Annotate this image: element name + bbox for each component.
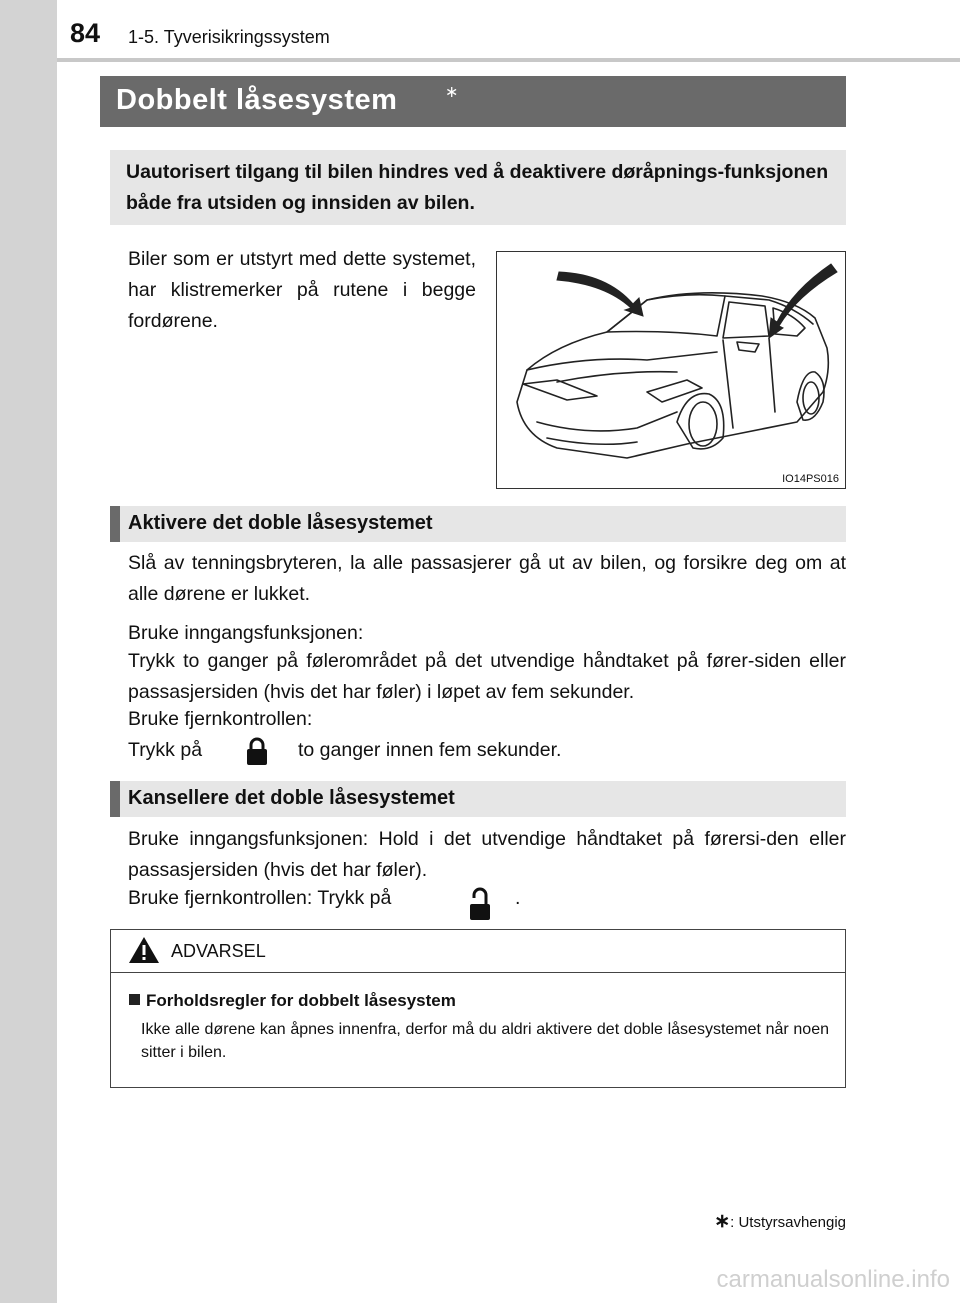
warning-item-title: Forholdsregler for dobbelt låsesystem xyxy=(129,991,456,1011)
activate-heading-bar xyxy=(110,506,846,542)
warning-item-text: Ikke alle dørene kan åpnes innenfra, derfor må du aldri aktivere det doble låsesystemet når noen sitter i bilen. xyxy=(141,1021,829,1061)
warning-label: ADVARSEL xyxy=(171,941,266,961)
warning-triangle-icon xyxy=(128,936,160,969)
lead-text: Biler som er utstyrt med dette systemet, har klistremerker på rutene i begge fordørene. xyxy=(128,248,476,332)
footnote-text: : Utstyrsavhengig xyxy=(730,1214,846,1231)
activate-heading: Aktivere det doble låsesystemet xyxy=(128,512,433,534)
lock-open-icon xyxy=(468,887,492,921)
activate-entry-text: Trykk to ganger på følerområdet på det utvendige håndtaket på fører-siden eller passasjersiden (hvis det har føler) i løpet av fem sekunder. xyxy=(128,650,846,703)
warning-header xyxy=(111,930,845,973)
page-title: Dobbelt låsesystem xyxy=(116,84,398,116)
cancel-remote-suffix: . xyxy=(515,887,521,909)
page-sidebar xyxy=(0,0,57,1303)
footnote-marker: ∗ xyxy=(714,1211,731,1232)
activate-remote-suffix: to ganger innen fem sekunder. xyxy=(298,739,562,761)
car-drawing-icon xyxy=(497,252,845,488)
cancel-remote-prefix: Bruke fjernkontrollen: Trykk på xyxy=(128,887,392,909)
lock-closed-icon xyxy=(245,736,269,766)
car-illustration xyxy=(496,251,846,489)
page-number: 84 xyxy=(70,18,101,48)
activate-entry-label: Bruke inngangsfunksjonen: xyxy=(128,622,364,644)
cancel-heading-bar xyxy=(110,781,846,817)
equipment-marker: ∗ xyxy=(445,84,459,101)
activate-remote-prefix: Trykk på xyxy=(128,739,203,761)
activate-step: Slå av tenningsbryteren, la alle passasjerer gå ut av bilen, og forsikre deg om at alle dørene er lukket. xyxy=(128,552,846,605)
intro-text: Uautorisert tilgang til bilen hindres ved å deaktivere døråpnings-funksjonen både fra utsiden og innsiden av bilen. xyxy=(126,161,829,214)
footnote xyxy=(714,1210,846,1233)
section-label: 1-5. Tyverisikringssystem xyxy=(128,27,330,47)
cancel-entry-text: Bruke inngangsfunksjonen: Hold i det utvendige håndtaket på førersi-den eller passasjersiden (hvis det har føler). xyxy=(128,828,846,881)
warning-box xyxy=(110,929,846,1088)
activate-remote-label: Bruke fjernkontrollen: xyxy=(128,708,313,730)
cancel-heading: Kansellere det doble låsesystemet xyxy=(128,787,455,809)
figure-code: IO14PS016 xyxy=(782,473,839,485)
header-rule xyxy=(57,58,960,62)
title-bar xyxy=(100,76,846,127)
intro-box xyxy=(110,150,846,225)
watermark: carmanualsonline.info xyxy=(716,1266,950,1293)
